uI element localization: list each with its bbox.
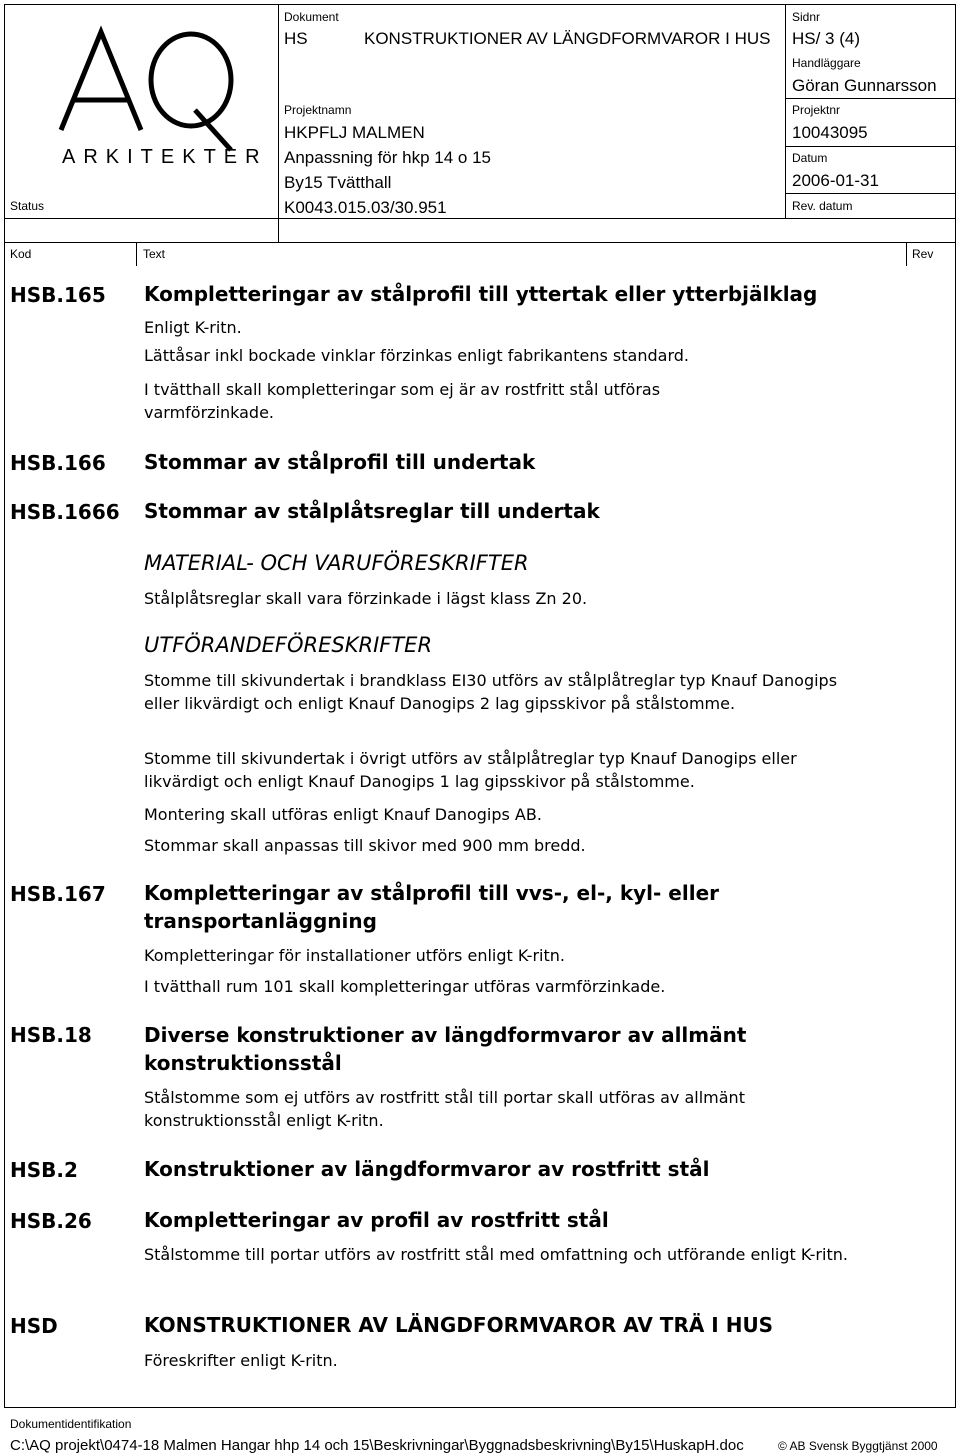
section-body-material: Stålplåtsreglar skall vara förzinkade i lägst klass Zn 20. — [144, 589, 588, 608]
section-code-hsd: HSD — [10, 1314, 58, 1338]
footer-rule — [5, 1407, 955, 1408]
section-body-hsb167-2: I tvätthall rum 101 skall kompletteringar utföras varmförzinkade. — [144, 977, 666, 996]
projektnamn-line-1: HKPFLJ MALMEN — [284, 123, 425, 142]
projektnamn-line-2: Anpassning för hkp 14 o 15 — [284, 148, 491, 167]
header-bottom-rule — [5, 242, 955, 243]
footer-path: C:\AQ projekt\0474-18 Malmen Hangar hhp 14 och 15\Beskrivningar\Byggnadsbeskrivning\By15\HuskapH.doc — [10, 1437, 744, 1454]
projektnamn-line-3: By15 Tvätthall — [284, 173, 392, 192]
projektnr-value: 10043095 — [792, 123, 868, 142]
section-heading-hsb26: Kompletteringar av profil av rostfritt stål — [144, 1208, 609, 1232]
section-body-hsb165-2: Lättåsar inkl bockade vinklar förzinkas enligt fabrikantens standard. — [144, 346, 689, 365]
column-divider-rev — [906, 242, 907, 266]
projektnr-label: Projektnr — [792, 103, 841, 117]
section-body-utforande-3: Montering skall utföras enligt Knauf Danogips AB. — [144, 805, 542, 824]
column-divider-kod — [136, 242, 137, 266]
header-rule-datum — [785, 193, 955, 194]
section-code-hsb166: HSB.166 — [10, 451, 106, 475]
header-rule-handlaggare — [785, 98, 955, 99]
section-heading-hsb165: Kompletteringar av stålprofil till yttertak eller ytterbjälklag — [144, 282, 818, 306]
footer-label: Dokumentidentifikation — [10, 1417, 132, 1431]
section-body-hsb26: Stålstomme till portar utförs av rostfritt stål med omfattning och utförande enligt K-ritn. — [144, 1245, 848, 1264]
logo-wordmark: ARKITEKTER — [62, 146, 268, 168]
sidnr-label: Sidnr — [792, 10, 821, 24]
header-divider-logo — [278, 5, 279, 243]
section-body-utforande-1: Stomme till skivundertak i brandklass EI30 utförs av stålplåtreglar typ Knauf Danogips eller likvärdigt och enligt Knauf Danogips 2 lag gipsskivor på stålstomme. — [144, 671, 838, 713]
section-body-hsb18: Stålstomme som ej utförs av rostfritt stål till portar skall utföras av allmänt konstruktionsstål enligt K-ritn. — [144, 1088, 745, 1130]
subheading-utforande: UTFÖRANDEFÖRESKRIFTER — [144, 633, 433, 657]
dokument-label: Dokument — [284, 10, 339, 24]
projektnamn-line-4: K0043.015.03/30.951 — [284, 198, 447, 217]
revdatum-label: Rev. datum — [792, 199, 853, 213]
handlaggare-value: Göran Gunnarsson — [792, 76, 937, 95]
handlaggare-label: Handläggare — [792, 56, 861, 70]
section-code-hsb2: HSB.2 — [10, 1158, 78, 1182]
section-heading-hsb18: Diverse konstruktioner av längdformvaror av allmänt konstruktionsstål — [144, 1023, 747, 1075]
status-label: Status — [10, 199, 45, 213]
section-body-utforande-2: Stomme till skivundertak i övrigt utförs av stålplåtreglar typ Knauf Danogips eller likvärdigt och enligt Knauf Danogips 1 lag gipsskivor på stålstomme. — [144, 749, 797, 791]
dokument-title: KONSTRUKTIONER AV LÄNGDFORMVAROR I HUS — [364, 29, 771, 48]
section-heading-hsb2: Konstruktioner av längdformvaror av rostfritt stål — [144, 1157, 710, 1181]
section-heading-hsb167: Kompletteringar av stålprofil till vvs-, el-, kyl- eller transportanläggning — [144, 881, 719, 933]
header-rule-projektnr — [785, 146, 955, 147]
sidnr-value: HS/ 3 (4) — [792, 29, 861, 48]
section-heading-hsb166: Stommar av stålprofil till undertak — [144, 450, 536, 474]
column-header-kod: Kod — [10, 247, 32, 261]
header-rule-status — [5, 218, 955, 219]
column-header-rev: Rev — [912, 247, 934, 261]
datum-value: 2006-01-31 — [792, 171, 879, 190]
section-code-hsb18: HSB.18 — [10, 1023, 92, 1047]
subheading-material: MATERIAL- OCH VARUFÖRESKRIFTER — [144, 551, 529, 575]
column-header-text: Text — [143, 247, 166, 261]
section-code-hsb1666: HSB.1666 — [10, 500, 120, 524]
section-heading-hsb1666: Stommar av stålplåtsreglar till undertak — [144, 499, 600, 523]
section-body-utforande-4: Stommar skall anpassas till skivor med 900 mm bredd. — [144, 836, 586, 855]
section-body-hsb165-3: I tvätthall skall kompletteringar som ej är av rostfritt stål utföras varmförzinkade. — [144, 380, 661, 422]
footer-copyright: © AB Svensk Byggtjänst 2000 — [778, 1439, 938, 1453]
datum-label: Datum — [792, 151, 828, 165]
section-code-hsb26: HSB.26 — [10, 1209, 92, 1233]
section-body-hsb165-1: Enligt K-ritn. — [144, 318, 242, 337]
section-body-hsb167-1: Kompletteringar för installationer utförs enligt K-ritn. — [144, 946, 565, 965]
section-heading-hsd: KONSTRUKTIONER AV LÄNGDFORMVAROR AV TRÄ I HUS — [144, 1313, 774, 1337]
section-body-hsd: Föreskrifter enligt K-ritn. — [144, 1351, 338, 1370]
section-code-hsb167: HSB.167 — [10, 882, 106, 906]
header-divider-right — [785, 5, 786, 218]
section-code-hsb165: HSB.165 — [10, 283, 106, 307]
dokument-code: HS — [284, 29, 308, 48]
projektnamn-label: Projektnamn — [284, 103, 352, 117]
